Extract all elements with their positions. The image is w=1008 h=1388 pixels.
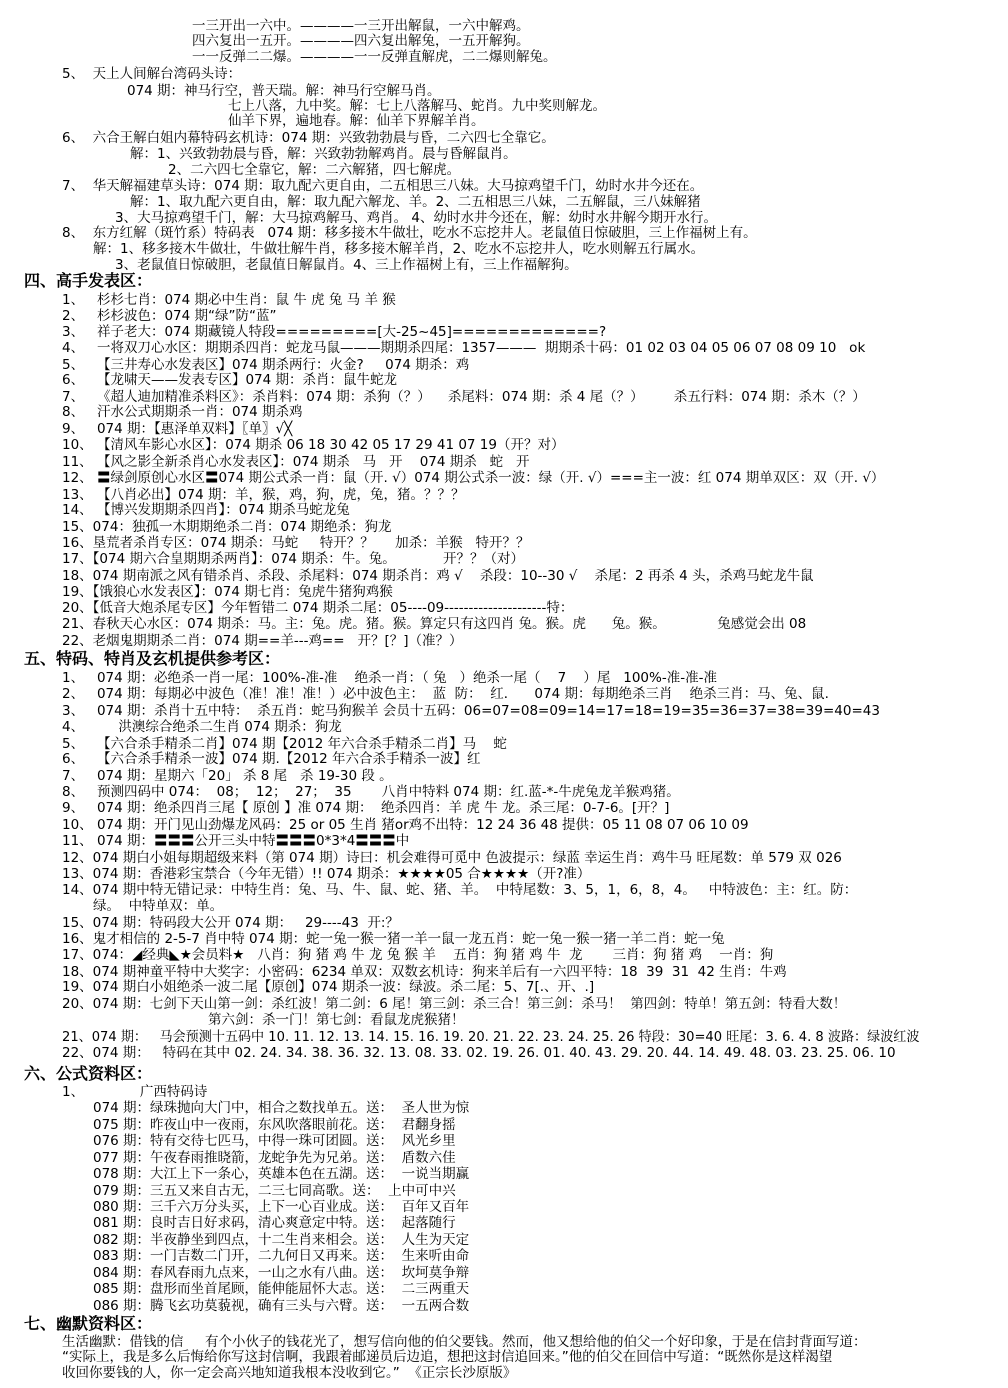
text-line: 5、 【三井寿心水发表区】074 期杀两行：火金? 074 期杀：鸡 [62,357,470,373]
text-line: 7、 074 期：星期六「20」 杀 8 尾 杀 19-30 段 。 [62,768,393,784]
text-line: 084 期：春风春雨九点来，一山之水有八曲。送： 坎坷莫争辩 [93,1265,470,1281]
text-line: 2、二六四七全靠它，解：二六解猪，四七解虎。 [168,162,461,178]
text-line: 078 期：大江上下一条心，英雄本色在五湖。送： 一说当期赢 [93,1166,470,1182]
text-line: 19、【饿狼心水发表区】：074 期七肖：兔虎牛猪狗鸡猴 [62,584,393,600]
text-line: 9、 074 期：绝杀四肖三尾【 原创 】准 074 期： 绝杀四肖：羊 虎 牛 龙。杀三尾：0-7-6。[开？] [62,800,670,816]
text-line: 19、074 期白小姐绝杀一波二尾【原创】074 期杀一波：绿波。杀二尾：5、7[.、开、.] [62,979,595,995]
text-line: 13、 【八肖必出】074 期：羊，猴，鸡，狗，虎，兔，猪。？？？ [62,487,465,503]
text-line: 16、鬼才相信的 2-5-7 肖中特 074 期：蛇一兔一猴一猪一羊一鼠一龙五肖：蛇一兔一猴一猪一羊二肖：蛇一兔 [62,931,725,947]
text-line: 1、 广西特码诗 [62,1084,208,1100]
text-line: 14、 【博兴发期期杀四肖】：074 期杀马蛇龙兔 [62,502,350,518]
text-line: 22、老烟鬼期期杀二肖：074 期==羊---鸡== 开？[？]（准？） [62,633,463,649]
text-line: 086 期：腾飞玄功莫藐视，确有三头与六臂。送： 一五两合数 [93,1298,470,1314]
text-line: 7、 华天解福建草头诗：074 期：取九配六更自由，二五相思三八妹。大马掠鸡望千门，幼时水井今还在。 [62,178,704,194]
text-line: 收回你要钱的人，你一定会高兴地知道我根本没收到它。” 《正宗长沙原版》 [62,1365,517,1381]
text-line: 七上八落，九中奖。解：七上八落解马、蛇肖。九中奖则解龙。 [228,98,606,114]
text-line: 17、074：◢经典◣★会员料★ 八肖：狗 猪 鸡 牛 龙 兔 猴 羊 五肖：狗 猪 鸡 牛 龙 三肖：狗 猪 鸡 一肖：狗 [62,947,774,963]
text-line: 21、春秋天心水区：074 期杀：马。主：兔。虎。猪。猴。算定只有这四肖 兔。猴。虎 兔。猴。 兔感觉会出 08 [62,616,807,632]
text-line: 18、074 期神童平特中大奖字：小密码：6234 单双：双数玄机诗：狗来羊后有一六四平特：18 39 31 42 生肖：牛鸡 [62,964,787,980]
text-line: 8、 汗水公式期期杀一肖：074 期杀鸡 [62,404,303,420]
text-line: 11、 074 期：〓〓〓公开三头中特〓〓〓0*3*4〓〓〓中 [62,833,410,849]
text-line: 3、 074 期：杀肖十五中特： 杀五肖：蛇马狗猴羊 会员十五码：06=07=08=09=14=17=18=19=35=36=37=38=39=40=43 [62,703,880,719]
text-line: 1、 074 期：必绝杀一肖一尾：100%-准-准 绝杀一肖：（ 兔 ）绝杀一尾（ 7 ）尾 100%-准-准-准 [62,670,717,686]
text-line: 一三开出一六中。————一三开出解鼠，一六中解鸡。 [192,18,530,34]
section-heading: 五、特码、特肖及玄机提供参考区： [24,649,281,668]
text-line: 解：1、取九配六更自由，解：取九配六解龙、羊。2、二五相思三八妹，二五解鼠，三八妹解猪 [130,194,701,210]
section-heading: 七、幽默资料区： [24,1314,153,1333]
text-line: 5、 【六合杀手精杀二肖】074 期【2012 年六合杀手精杀二肖】马 蛇 [62,736,507,752]
text-line: 2、 杉杉波色：074 期“绿”防“蓝” [62,308,277,324]
text-line: 077 期：午夜春雨推晓箭，龙蛇争先为兄弟。送： 盾数六佳 [93,1150,456,1166]
text-line: 四六复出一五开。————四六复出解兔，一五开解狗。 [192,33,530,49]
text-line: 074 期：神马行空，普天瑞。解：神马行空解马肖。 [127,83,441,99]
text-line: 080 期：三千六万分头买，上下一心百业成。送： 百年又百年 [93,1199,470,1215]
text-line: 085 期：盘形而坐首尾顾，能伸能屈怀大志。送： 二三两重天 [93,1281,470,1297]
text-line: 10、 074 期：开门见山劲爆龙风码：25 or 05 生肖 猪or鸡不出特：12 24 36 48 提供：05 11 08 07 06 10 09 [62,817,749,833]
text-line: 绿。 中特单双：单。 [93,898,224,914]
text-line: 2、 074 期：每期必中波色（准！准！准！）必中波色主： 蓝 防： 红． 074 期：每期绝杀三肖 绝杀三肖：马、兔、鼠. [62,686,829,702]
text-line: 3、老鼠值日惊破胆，老鼠值日解鼠肖。4、三上作福树上有，三上作福解狗。 [115,257,578,273]
text-line: 15、074：独孤一木期期绝杀二肖：074 期绝杀：狗龙 [62,519,392,535]
text-line: 仙羊下界，遍地春。解：仙羊下界解羊肖。 [228,113,485,129]
text-line: 082 期：半夜静坐到四点，十二生肖来相会。送： 人生为天定 [93,1232,470,1248]
text-line: 7、 《超人迪加精准杀料区》：杀肖料：074 期：杀狗（？） 杀尾料：074 期：杀 4 尾（？） 杀五行料：074 期：杀木（？） [62,389,866,405]
text-line: 12、074 期白小姐每期超级来料（第 074 期）诗曰：机会难得可觅中 色波提示：绿蓝 幸运生肖：鸡牛马 旺尾数：单 579 双 026 [62,850,842,866]
text-line: 8、 东方红解（斑竹系）特码表 074 期：移多接木牛做壮，吃水不忘挖井人。老鼠值日惊破胆，三上作福树上有。 [62,225,757,241]
text-line: 21、074 期： 马会预测十五码中 10. 11. 12. 13. 14. 15. 16. 19. 20. 21. 22. 23. 24. 25. 26 特段：30=40 旺尾：3. 6. 4. 8 波路：绿波红波 [62,1029,920,1045]
text-line: 14、074 期中特无错记录：中特生肖：兔、马、牛、鼠、蛇、猪、羊。 中特尾数：3、5，1，6，8，4。 中特波色：主：红。防： [62,882,858,898]
text-line: 6、 六合王解白姐内幕特码玄机诗：074 期：兴致勃勃晨与昏，二六四七全靠它。 [62,130,555,146]
text-line: 6、 【龙啸天——发表专区】074 期：杀肖：鼠牛蛇龙 [62,372,398,388]
text-line: 解：1、移多接木牛做壮，牛做壮解牛肖，移多接木解羊肖，2、吃水不忘挖井人，吃水则解五行属水。 [93,241,705,257]
text-line: 079 期：三五又来自古无，二三七同高歌。送： 上中可中兴 [93,1183,456,1199]
text-line: 10、 【清风车影心水区】：074 期杀 06 18 30 42 05 17 29 41 07 19（开？对） [62,437,565,453]
text-line: 17、【074 期六合皇期期杀两肖】：074 期杀：牛。兔。 开？？（对） [62,551,524,567]
section-heading: 四、高手发表区： [24,271,153,290]
text-line: 18、074 期南派之风有错杀肖、杀段、杀尾料：074 期杀肖：鸡 √ 杀段：10--30 √ 杀尾：2 再杀 4 头，杀鸡马蛇龙牛鼠 [62,568,814,584]
text-line: 075 期：昨夜山中一夜雨，东风吹落眼前花。送： 君翻身摇 [93,1117,456,1133]
text-line: 15、074 期：特码段大公开 074 期： 29----43 开:？ [62,915,399,931]
text-line: 生活幽默：借钱的信 有个小伙子的钱花光了，想写信向他的伯父要钱。然而，他又想给他的伯父一个好印象，于是在信封背面写道： [62,1334,867,1350]
text-line: 9、 074 期：【惠泽单双料】〖单〗√╳ [62,421,293,437]
text-line: 5、 天上人间解台湾码头诗： [62,66,242,82]
text-line: 第六剑：杀一门！第七剑：看鼠龙虎猴猪！ [208,1012,465,1028]
text-line: 4、 洪澳综合绝杀二生肖 074 期杀：狗龙 [62,719,342,735]
text-line: 11、 【风之影全新杀肖心水发表区】：074 期杀 马 开 074 期杀 蛇 开 [62,454,530,470]
text-line: 8、 预测四码中 074： 08； 12； 27； 35 八肖中特料 074 期：红.蓝-*-牛虎兔龙羊猴鸡猪。 [62,784,680,800]
text-line: 一一反弹二二爆。————一一反弹直解虎，二二爆则解兔。 [192,49,557,65]
text-line: 074 期：绿珠抛向大门中，相合之数找单五。送： 圣人世为惊 [93,1100,470,1116]
text-line: 13、074 期：香港彩宝禁合（今年无错）!! 074 期杀：★★★★05 合★★★★（开?准） [62,866,591,882]
section-heading: 六、公式资料区： [24,1064,153,1083]
text-line: 083 期：一门吉数二门开，二九何日又再来。送： 生来听由命 [93,1248,470,1264]
text-line: 4、 一将双刀心水区：期期杀四肖：蛇龙马鼠———期期杀四尾：1357——— 期期杀十码：01 02 03 04 05 06 07 08 09 10 ok [62,340,866,356]
text-line: 076 期：特有交待七匹马，中得一珠可团圆。送： 风光乡里 [93,1133,456,1149]
text-line: 3、 祥子老大：074 期藏镜人特段=========[大-25~45]=============? [62,324,607,340]
text-line: 3、大马掠鸡望千门，解：大马掠鸡解马、鸡肖。 4、幼时水井今还在，解：幼时水井解今期开水行。 [115,210,717,226]
text-line: “实际上，我是多么后悔给你写这封信啊，我跟着邮递员后边追，想把这封信追回来。”他的伯父在回信中写道：“既然你是这样渴望 [62,1349,833,1365]
text-line: 16、垦荒者杀肖专区：074 期杀：马蛇 特开？？ 加杀：羊猴 特开？？ [62,535,530,551]
text-line: 12、 〓绿剑原创心水区〓074 期公式杀一肖：鼠（开. √）074 期公式杀一波：绿（开. √）===主一波：红 074 期单双区：双（开. √） [62,470,885,486]
text-line: 081 期：良时吉日好求码，清心爽意定中特。送： 起落随行 [93,1215,456,1231]
text-line: 1、 杉杉七肖：074 期必中生肖：鼠 牛 虎 兔 马 羊 猴 [62,292,396,308]
text-line: 20、【低音大炮杀尾专区】今年暂错二 074 期杀二尾：05----09---------------------特： [62,600,574,616]
text-line: 解：1、兴致勃勃晨与昏，解：兴致勃勃解鸡肖。晨与昏解鼠肖。 [130,146,517,162]
text-line: 22、074 期： 特码在其中 02. 24. 34. 38. 36. 32. 13. 08. 33. 02. 19. 26. 01. 40. 43. 29. 20. 44. 14. 49. 48. 03. 23. 25. 06. 10 [62,1045,896,1061]
text-line: 20、074 期：七剑下天山第一剑：杀红波！第二剑：6 尾！第三剑：杀三合！第三剑：杀马！ 第四剑：特单！第五剑：特看大数！ [62,996,847,1012]
text-line: 6、 【六合杀手精杀一波】074 期.【2012 年六合杀手精杀一波】红 [62,751,481,767]
